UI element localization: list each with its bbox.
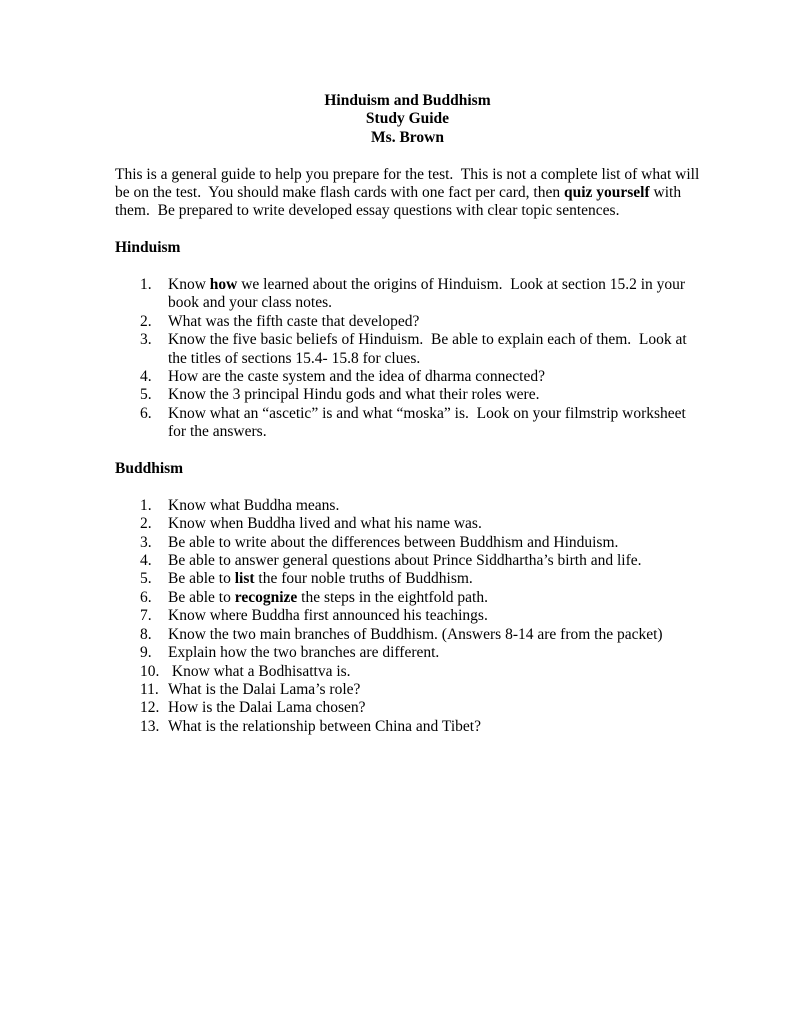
list-item-text — [168, 313, 700, 331]
section-heading-hinduism: Hinduism — [115, 239, 181, 257]
list-item — [140, 331, 700, 368]
list-item-text — [168, 552, 700, 570]
text-segment: Know when Buddha lived and what his name was. — [168, 515, 482, 533]
list-item-number: 1. — [140, 496, 152, 514]
list-item-text — [168, 607, 700, 625]
list-item — [140, 313, 700, 331]
list-item — [140, 607, 700, 625]
text-segment: What is the Dalai Lama’s role? — [168, 680, 361, 698]
list-item-number: 4. — [140, 368, 152, 386]
list-item-text — [168, 276, 700, 313]
text-segment: with them. Be prepared to write developed essay questions with clear topic sentences. — [115, 184, 685, 220]
list-item-text — [168, 368, 700, 386]
buddhism-list — [115, 497, 700, 736]
list-item-text — [168, 663, 700, 681]
list-item — [140, 368, 700, 386]
list-item-number: 4. — [140, 552, 152, 570]
list-item-text — [168, 534, 700, 552]
text-segment: the steps in the eightfold path. — [297, 588, 488, 606]
bold-segment: list — [234, 570, 255, 588]
list-item-number: 3. — [140, 533, 152, 551]
list-item — [140, 570, 700, 588]
list-item-number: 7. — [140, 607, 152, 625]
text-segment: What was the fifth caste that developed? — [168, 312, 420, 330]
list-item-number: 1. — [140, 276, 152, 294]
text-segment: Know the five basic beliefs of Hinduism. Be able to explain each of them. Look at the titles of sections 15.4- 15.8 for clues. — [168, 331, 691, 367]
list-item-number: 6. — [140, 588, 152, 606]
text-segment: Know what a Bodhisattva is. — [168, 662, 351, 680]
list-item-number: 2. — [140, 515, 152, 533]
list-item-text — [168, 497, 700, 515]
document-author-line: Ms. Brown — [371, 128, 444, 146]
list-item-text — [168, 386, 700, 404]
list-item — [140, 681, 700, 699]
text-segment: This is a general guide to help you prepare for the test. This is not a complete list of what will be on the test. You should make flash cards with one fact per card, then — [115, 165, 704, 202]
list-item-number: 3. — [140, 331, 152, 349]
text-segment: Know what Buddha means. — [168, 496, 340, 514]
list-item-text — [168, 681, 700, 699]
list-item-text — [168, 699, 700, 717]
list-item — [140, 276, 700, 313]
list-item-number: 13. — [140, 717, 160, 735]
list-item — [140, 497, 700, 515]
text-segment: Be able to answer general questions about Prince Siddhartha’s birth and life. — [168, 552, 642, 570]
list-item — [140, 718, 700, 736]
text-segment: we learned about the origins of Hinduism. Look at section 15.2 in your book and your class notes. — [168, 276, 689, 312]
text-segment: Be able to write about the differences between Buddhism and Hinduism. — [168, 533, 619, 551]
list-item — [140, 644, 700, 662]
text-segment: Be able to — [168, 588, 235, 606]
list-item-text — [168, 589, 700, 607]
text-segment: Know the two main branches of Buddhism. (Answers 8-14 are from the packet) — [168, 625, 663, 643]
list-item-number: 8. — [140, 625, 152, 643]
bold-segment: how — [209, 276, 238, 294]
text-segment: Explain how the two branches are different. — [168, 644, 440, 662]
list-item — [140, 405, 700, 442]
list-item — [140, 552, 700, 570]
text-segment: How is the Dalai Lama chosen? — [168, 699, 366, 717]
bold-segment: quiz yourself — [563, 184, 650, 202]
list-item — [140, 626, 700, 644]
list-item-number: 5. — [140, 570, 152, 588]
list-item-number: 11. — [140, 680, 159, 698]
list-item — [140, 699, 700, 717]
list-item-text — [168, 718, 700, 736]
document-subtitle-line: Study Guide — [365, 110, 450, 128]
text-segment: Know what an “ascetic” is and what “moska” is. Look on your filmstrip worksheet for the answers. — [168, 404, 690, 441]
list-item-text — [168, 331, 700, 368]
list-item-number: 12. — [140, 699, 160, 717]
text-segment: Know the 3 principal Hindu gods and what their roles were. — [168, 386, 540, 404]
section-heading-buddhism: Buddhism — [115, 460, 184, 478]
list-item — [140, 534, 700, 552]
text-segment: What is the relationship between China and Tibet? — [168, 717, 481, 735]
list-item — [140, 663, 700, 681]
list-item-number: 9. — [140, 644, 152, 662]
document-title-block — [115, 92, 700, 147]
document-title-line: Hinduism and Buddhism — [324, 92, 491, 109]
bold-segment: recognize — [234, 588, 298, 606]
list-item-number: 2. — [140, 312, 152, 330]
text-segment: Be able to — [168, 570, 235, 588]
list-item-text — [168, 405, 700, 442]
list-item — [140, 386, 700, 404]
list-item-text — [168, 515, 700, 533]
list-item-number: 6. — [140, 404, 152, 422]
list-item-text — [168, 626, 700, 644]
text-segment: How are the caste system and the idea of dharma connected? — [168, 368, 546, 386]
text-segment: Know where Buddha first announced his teachings. — [168, 607, 488, 625]
list-item-text — [168, 570, 700, 588]
hinduism-list — [115, 276, 700, 442]
list-item-number: 5. — [140, 386, 152, 404]
list-item — [140, 589, 700, 607]
list-item — [140, 515, 700, 533]
text-segment: the four noble truths of Buddhism. — [254, 570, 473, 588]
list-item-number: 10. — [140, 662, 160, 680]
text-segment: Know — [168, 276, 210, 294]
intro-paragraph — [115, 165, 704, 221]
list-item-text — [168, 644, 700, 662]
